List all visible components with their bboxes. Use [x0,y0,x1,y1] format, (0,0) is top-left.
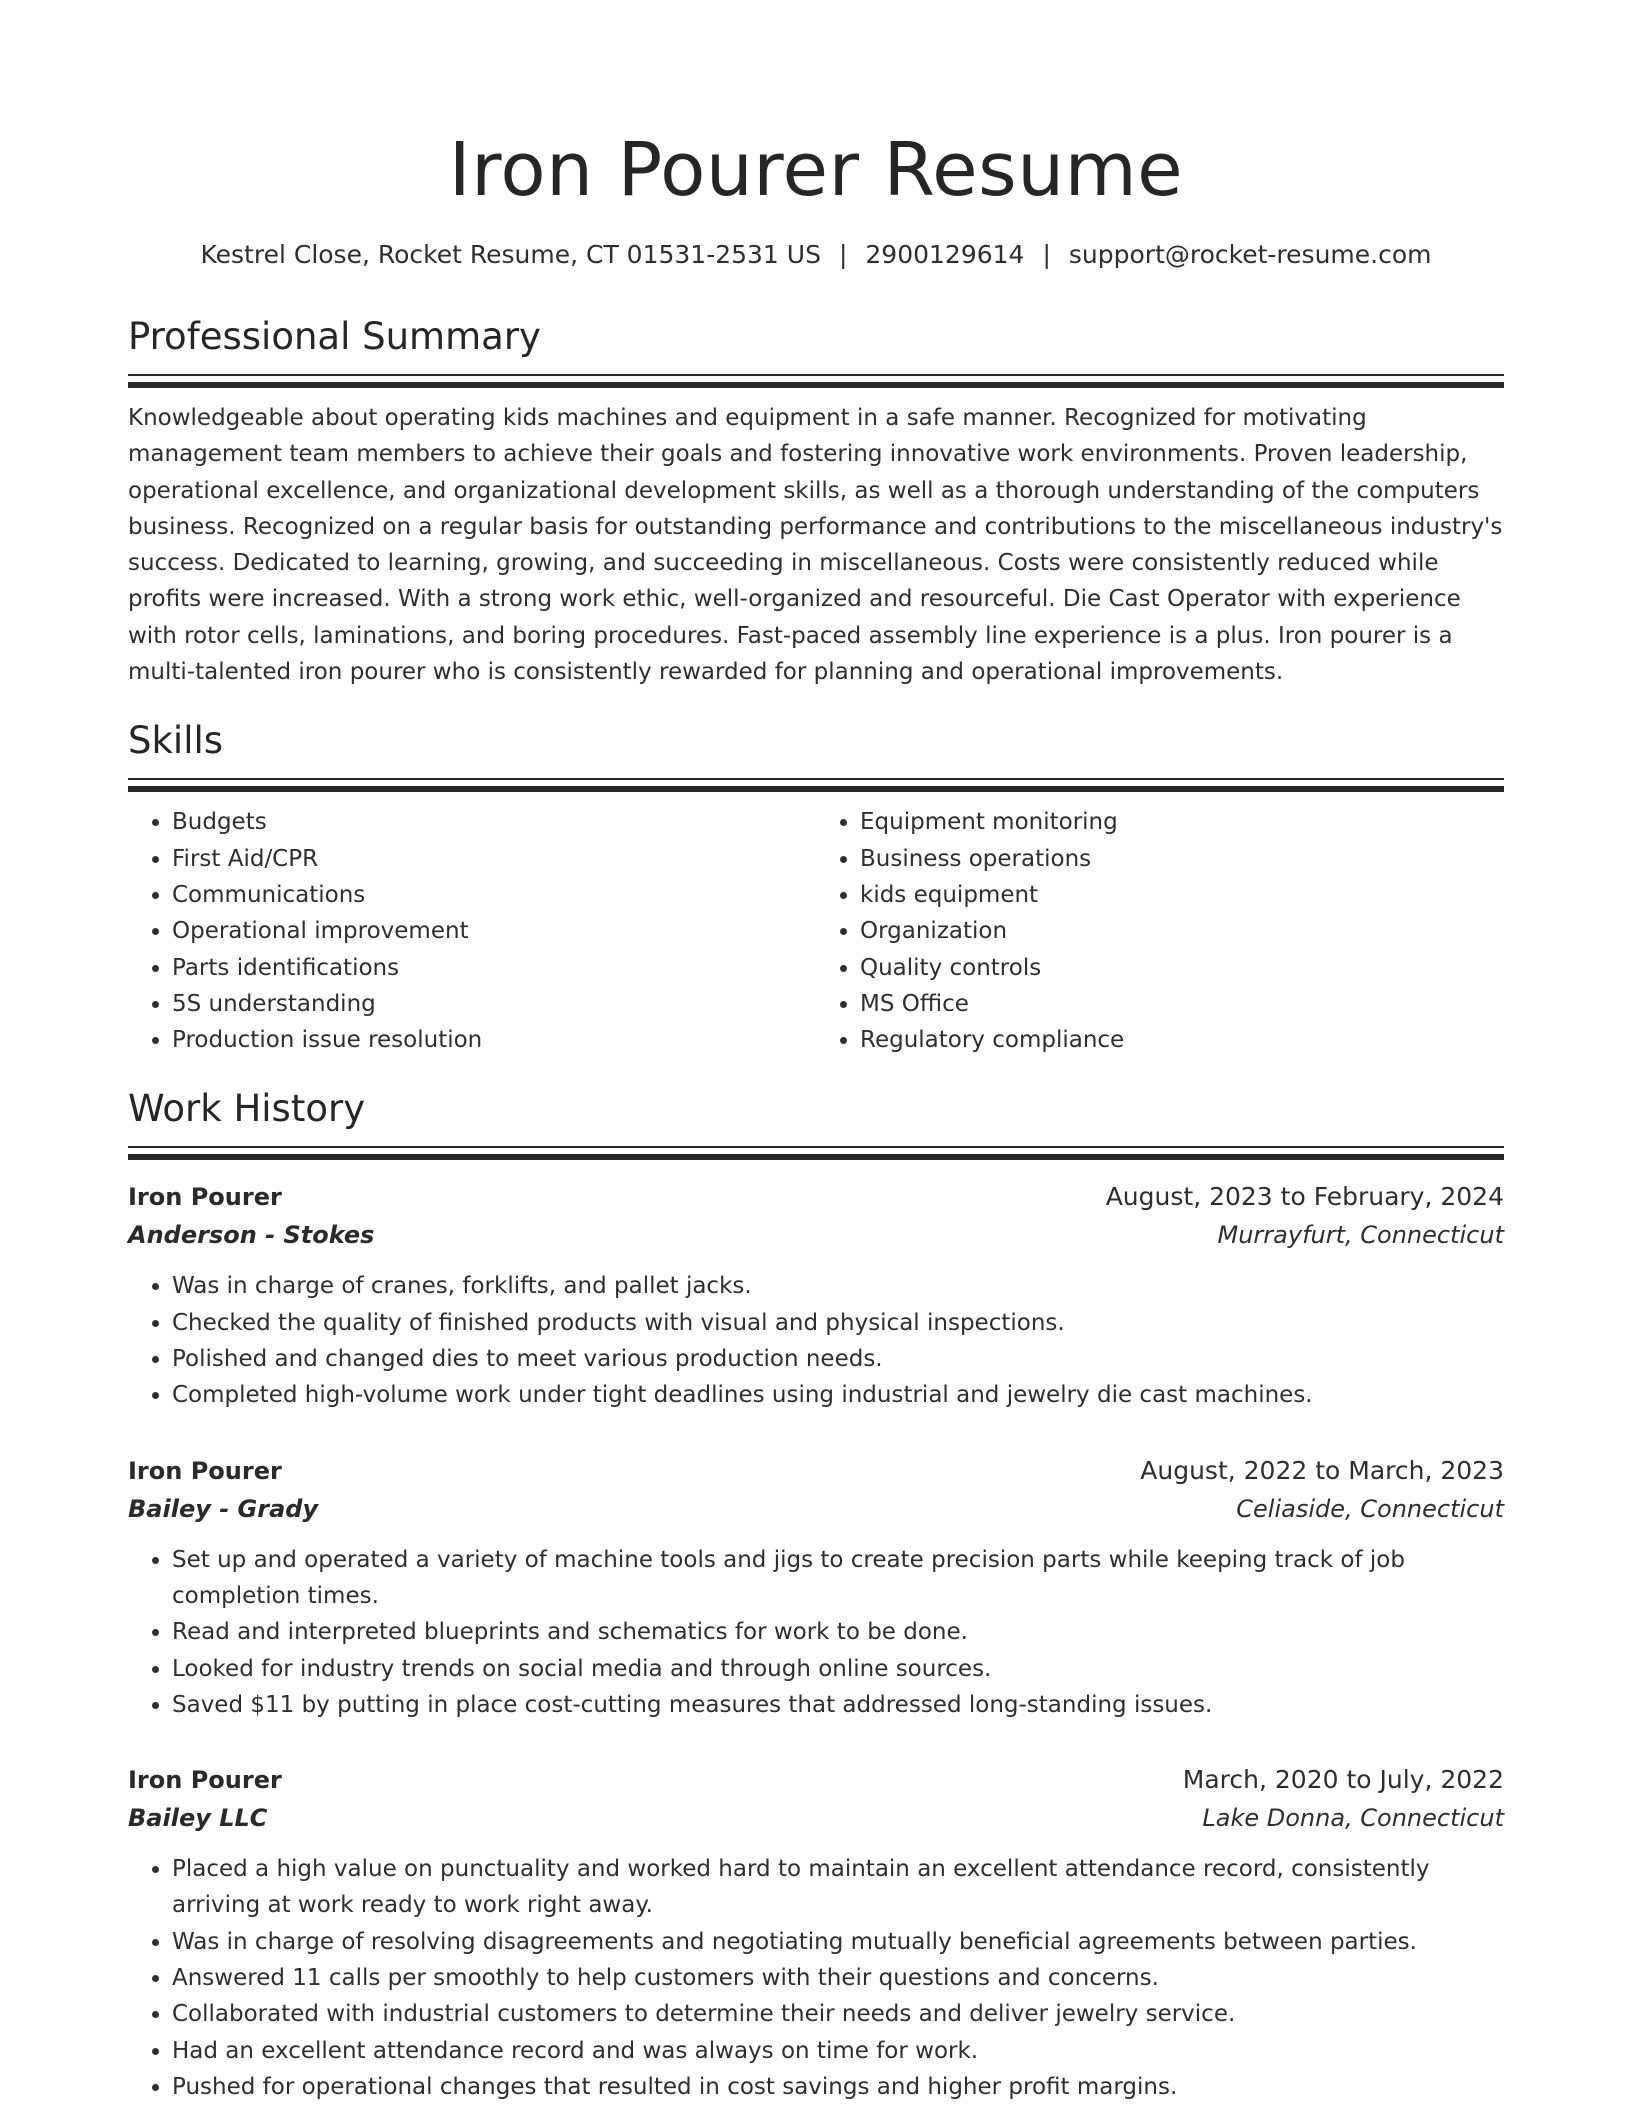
job-dates: March, 2020 to July, 2022 [1182,1765,1504,1795]
skill-item: • Equipment monitoring [860,804,1504,840]
job-bullets [128,1851,1504,2105]
job-company-row [128,1799,1504,1837]
job-company: Anderson - Stokes [128,1221,375,1250]
skills-section [128,718,1504,1058]
job-company-row [128,1216,1504,1254]
job-bullet: • Placed a high value on punctuality and worked hard to maintain an excellent attendance record, consistently arriving at work ready to work right away. [172,1851,1504,1924]
job-bullet: • Had an excellent attendance record and was always on time for work. [172,2033,1504,2069]
section-divider [128,374,1504,388]
job-bullet: • Answered 11 calls per smoothly to help customers with their questions and concerns. [172,1960,1504,1996]
job-bullet: • Was in charge of resolving disagreements and negotiating mutually beneficial agreements between parties. [172,1924,1504,1960]
job-bullets [128,1268,1504,1413]
skill-item: • Quality controls [860,950,1504,986]
skill-item: • Operational improvement [172,913,816,949]
skill-item: • Communications [172,877,816,913]
skill-item: • First Aid/CPR [172,841,816,877]
job-entry [128,1761,1504,2105]
job-header-row [128,1452,1504,1490]
skill-item: • Parts identifications [172,950,816,986]
contact-address: Kestrel Close, Rocket Resume, CT 01531-2531 US [200,240,821,269]
professional-summary-section [128,314,1504,690]
skills-column-right [816,804,1504,1058]
contact-separator: | [838,240,848,269]
job-company-row [128,1490,1504,1528]
skills-column-left [128,804,816,1058]
job-location: Lake Donna, Connecticut [1202,1804,1504,1833]
job-header-row [128,1178,1504,1216]
job-location: Murrayfurt, Connecticut [1217,1221,1504,1250]
job-company: Bailey LLC [128,1804,268,1833]
skill-item: • Regulatory compliance [860,1022,1504,1058]
job-bullet: • Saved $11 by putting in place cost-cutting measures that addressed long-standing issues. [172,1687,1504,1723]
job-bullet: • Read and interpreted blueprints and schematics for work to be done. [172,1614,1504,1650]
section-divider [128,1146,1504,1160]
job-title: Iron Pourer [128,1766,282,1795]
skill-item: • 5S understanding [172,986,816,1022]
skills-grid [128,804,1504,1058]
contact-phone: 2900129614 [865,240,1025,269]
section-title-summary: Professional Summary [128,315,541,358]
section-title-work-history: Work History [128,1087,366,1131]
contact-line [128,238,1504,272]
job-bullet: • Checked the quality of finished products with visual and physical inspections. [172,1305,1504,1341]
job-dates: August, 2023 to February, 2024 [1105,1182,1504,1212]
resume-title: Iron Pourer Resume [448,127,1184,213]
job-location: Celiaside, Connecticut [1236,1494,1504,1523]
job-dates: August, 2022 to March, 2023 [1140,1455,1504,1485]
skill-item: • Budgets [172,804,816,840]
summary-text: Knowledgeable about operating kids machines and equipment in a safe manner. Recognized for motivating management team members to achieve their goals and fostering innovative work environments. Proven leadership, operational excellence, and organizational development skills, as well as a thorough understanding of the computers business. Recognized on a regular basis for outstanding performance and contributions to the miscellaneous industry's success. Dedicated to learning, growing, and succeeding in miscellaneous. Costs were consistently reduced while profits were increased. With a strong work ethic, well-organized and resourceful. Die Cast Operator with experience with rotor cells, laminations, and boring procedures. Fast-paced assembly line experience is a plus. Iron pourer is a multi-talented iron pourer who is consistently rewarded for planning and operational improvements. [128,405,1503,686]
job-bullet: • Looked for industry trends on social media and through online sources. [172,1651,1504,1687]
skill-item: • Organization [860,913,1504,949]
job-title: Iron Pourer [128,1183,282,1212]
job-bullet: • Collaborated with industrial customers to determine their needs and deliver jewelry service. [172,1996,1504,2032]
resume-page [128,0,1504,2105]
job-bullets [128,1542,1504,1723]
job-bullet: • Pushed for operational changes that resulted in cost savings and higher profit margins. [172,2069,1504,2105]
skill-item: • Business operations [860,841,1504,877]
work-history-section [128,1086,1504,2105]
skill-item: • kids equipment [860,877,1504,913]
job-bullet: • Was in charge of cranes, forklifts, and pallet jacks. [172,1268,1504,1304]
job-company: Bailey - Grady [128,1494,319,1523]
job-entry [128,1178,1504,1413]
skill-item: • MS Office [860,986,1504,1022]
job-bullet: • Polished and changed dies to meet various production needs. [172,1341,1504,1377]
contact-email: support@rocket-resume.com [1068,240,1432,269]
job-bullet: • Set up and operated a variety of machine tools and jigs to create precision parts while keeping track of job completion times. [172,1542,1504,1615]
job-entry [128,1452,1504,1723]
job-header-row [128,1761,1504,1799]
job-bullet: • Completed high-volume work under tight deadlines using industrial and jewelry die cast machines. [172,1377,1504,1413]
job-title: Iron Pourer [128,1456,282,1485]
section-divider [128,778,1504,792]
section-title-skills: Skills [128,719,224,763]
contact-separator: | [1042,240,1051,269]
skill-item: • Production issue resolution [172,1022,816,1058]
